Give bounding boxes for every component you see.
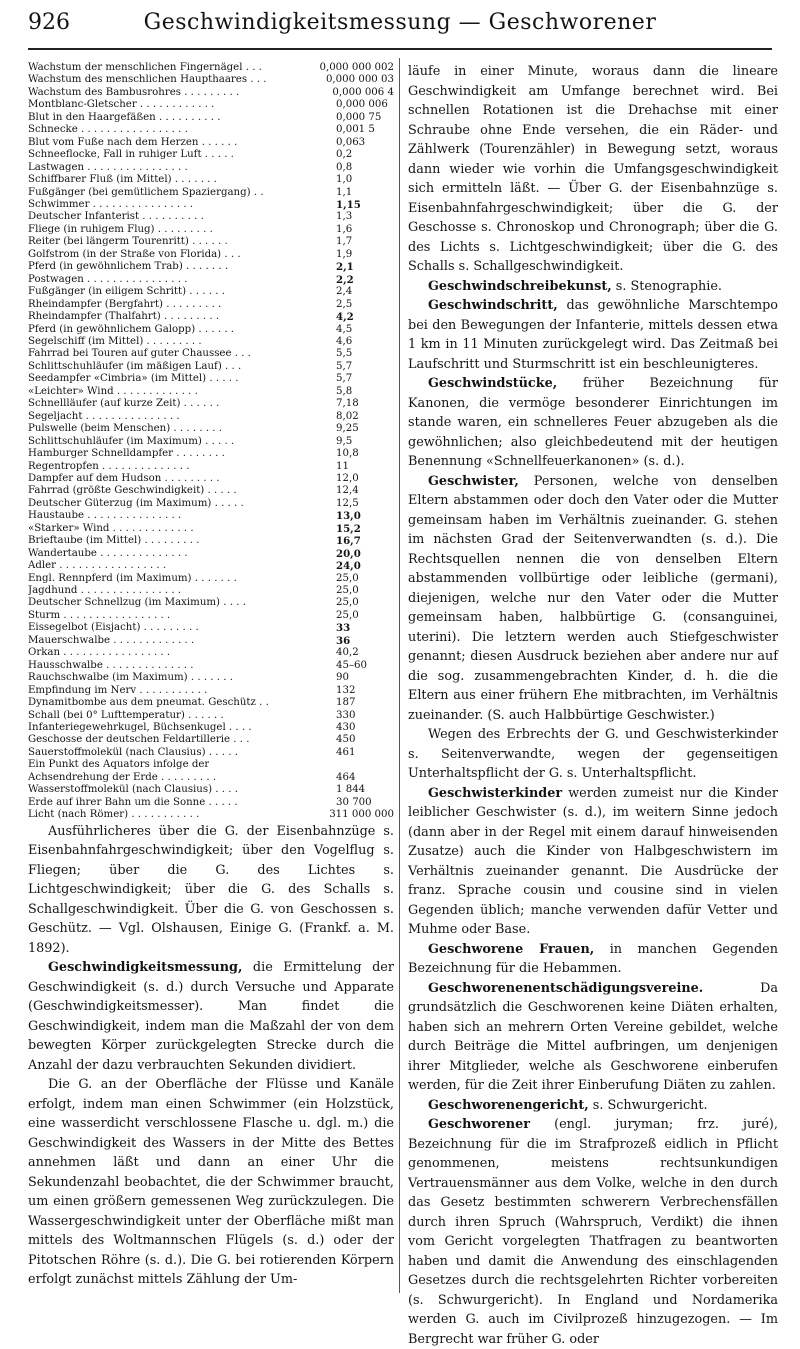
- table-row: [28, 299, 394, 311]
- table-row: [28, 498, 394, 510]
- table-row-label: Schiffbarer Fluß (im Mittel) . . . . . . .: [28, 174, 217, 186]
- table-row-label: Dampfer auf dem Hudson . . . . . . . . .: [28, 472, 220, 484]
- table-row-label: Eissegelbot (Eisjacht) . . . . . . . . .: [28, 622, 199, 634]
- table-row-value: 1,15: [336, 198, 361, 211]
- table-row-label: Fußgänger (bei gemütlichem Spaziergang) . .: [28, 186, 264, 198]
- table-row-label: Geschosse der deutschen Feldartillerie . . .: [28, 734, 250, 746]
- table-row-label: Wachstum des menschlichen Haupthaares . . .: [28, 74, 267, 86]
- table-row-label: Blut in den Haargefäßen . . . . . . . . . .: [28, 111, 221, 123]
- table-row: [28, 622, 394, 634]
- left-column: [28, 62, 394, 1290]
- table-row-label: Fahrrad (größte Geschwindigkeit) . . . . .: [28, 485, 237, 497]
- table-row-label: Deutscher Infanterist . . . . . . . . . .: [28, 211, 204, 223]
- table-row: [28, 436, 394, 448]
- table-row: [28, 187, 394, 199]
- table-row-label: Lastwagen . . . . . . . . . . . . . . . .: [28, 161, 188, 173]
- table-row-label: Pulswelle (beim Menschen) . . . . . . . .: [28, 423, 223, 435]
- table-row-label: Schneeflocke, Fall in ruhiger Luft . . . . .: [28, 149, 234, 161]
- table-row-label: Segelschiff (im Mittel) . . . . . . . . .: [28, 335, 202, 347]
- table-row: [28, 311, 394, 323]
- table-row-label: Fußgänger (in eiligem Schritt) . . . . . .: [28, 286, 225, 298]
- table-row-value: 33: [336, 622, 351, 635]
- table-row-label: Wasserstoffmolekül (nach Clausius) . . . .: [28, 784, 238, 796]
- paragraph: [408, 277, 778, 297]
- entry-text: s. Schwurgericht.: [588, 1097, 708, 1113]
- speed-table: [28, 62, 394, 822]
- table-row-label: Rheindampfer (Bergfahrt) . . . . . . . . .: [28, 298, 222, 310]
- paragraph: [28, 1075, 394, 1290]
- entry-text: Wegen des Erbrechts der G. und Geschwisterkinder s. Seitenverwandte, wegen der gegenseitigen Unterhaltspflicht der G. s. Unterhaltspflicht.: [408, 727, 778, 781]
- table-row-label: Hausschwalbe . . . . . . . . . . . . . .: [28, 659, 194, 671]
- table-row: [28, 734, 394, 746]
- table-row-value: 464: [336, 771, 356, 783]
- table-row: [28, 336, 394, 348]
- table-row-label: Infanteriegewehrkugel, Büchsenkugel . . . .: [28, 722, 252, 734]
- table-row-value: 7,18: [336, 398, 359, 410]
- table-row: [28, 560, 394, 572]
- table-row: [28, 398, 394, 410]
- table-row-value: 5,8: [336, 385, 353, 397]
- table-row-label: Brieftaube (im Mittel) . . . . . . . . .: [28, 535, 200, 547]
- table-row-value: 10,8: [336, 448, 359, 460]
- table-row-value: 90: [336, 672, 349, 684]
- paragraph: [408, 784, 778, 940]
- table-row-label: Golfstrom (in der Straße von Florida) . . .: [28, 248, 241, 260]
- table-row: [28, 747, 394, 759]
- table-row: [28, 162, 394, 174]
- table-row-value: 36: [336, 634, 351, 647]
- table-row-value: 450: [336, 734, 356, 746]
- table-row: [28, 610, 394, 622]
- table-row: [28, 685, 394, 697]
- table-row-label: Reiter (bei längerm Tourenritt) . . . . . .: [28, 236, 228, 248]
- table-row-label: Dynamitbombe aus dem pneumat. Geschütz . .: [28, 697, 269, 709]
- table-row: [28, 249, 394, 261]
- table-row-value: 11: [336, 460, 349, 472]
- entry-text: das gewöhnliche Marschtempo bei den Bewegungen der Infanterie, mittels dessen etwa 1 km in 11 Minuten zurückgelegt wird. Das Zeitmaß bei Laufschritt und Sturmschritt ist ein beschleunigteres.: [408, 298, 778, 372]
- table-row-value: 12,0: [336, 472, 359, 484]
- table-row-value: 132: [336, 684, 356, 696]
- entry-text: s. Stenographie.: [611, 278, 722, 294]
- table-row: [28, 585, 394, 597]
- table-row-label: Orkan . . . . . . . . . . . . . . . . .: [28, 647, 171, 659]
- right-column-text: [408, 62, 778, 1349]
- table-row-value: 13,0: [336, 510, 361, 523]
- entry-headword: Geschworenenentschädigungsvereine.: [428, 980, 704, 996]
- table-row-value: 40,2: [336, 647, 359, 659]
- table-row: [28, 361, 394, 373]
- table-row-value: 1,7: [336, 236, 353, 248]
- table-row: [28, 74, 394, 86]
- table-row-label: Montblanc-Gletscher . . . . . . . . . . . .: [28, 99, 215, 111]
- table-row-value: 25,0: [336, 585, 359, 597]
- entry-headword: Geschwisterkinder: [428, 785, 563, 801]
- table-row-value: 25,0: [336, 609, 359, 621]
- column-divider: [399, 58, 400, 1293]
- table-row-value: 311 000 000: [329, 809, 394, 821]
- table-row: [28, 149, 394, 161]
- table-row: [28, 660, 394, 672]
- table-row-label: Fahrrad bei Touren auf guter Chaussee . . .: [28, 348, 251, 360]
- table-row-value: 45–60: [336, 659, 368, 671]
- running-title: Geschwindigkeitsmessung — Geschworener: [143, 10, 657, 35]
- table-row-label: Regentropfen . . . . . . . . . . . . . .: [28, 460, 190, 472]
- paragraph: [408, 296, 778, 374]
- table-row: [28, 635, 394, 647]
- table-row-label: Empfindung im Nerv . . . . . . . . . . .: [28, 684, 208, 696]
- table-row-value: 0,000 75: [336, 111, 382, 123]
- table-row-label: Blut vom Fuße nach dem Herzen . . . . . .: [28, 136, 238, 148]
- table-row-value: 2,5: [336, 298, 353, 310]
- table-row-label: Schwimmer . . . . . . . . . . . . . . . .: [28, 198, 194, 210]
- table-row-value: 0,2: [336, 149, 353, 161]
- table-row-label: Hamburger Schnelldampfer . . . . . . . .: [28, 448, 225, 460]
- paragraph: [408, 374, 778, 472]
- table-row-label: «Leichter» Wind . . . . . . . . . . . . .: [28, 385, 198, 397]
- table-row: [28, 274, 394, 286]
- table-row: [28, 87, 394, 99]
- header-rule: [28, 48, 772, 50]
- table-row: [28, 411, 394, 423]
- paragraph: [28, 822, 394, 959]
- paragraph: [408, 1115, 778, 1349]
- table-row: [28, 535, 394, 547]
- table-row-value: 4,2: [336, 311, 354, 324]
- table-row-value: 4,5: [336, 323, 353, 335]
- entry-text: Personen, welche von denselben Eltern abstammen oder doch den Vater oder die Mutter gemeinsam haben im Verhältnis zueinander. G. stehen im nächsten Grad der Seitenverwandten (s. d.). Die Rechtsquellen nennen die von denselben Eltern abstammenden vollbürtige oder leibliche (germani), diejenigen, welche nur den Vater oder die Mutter gemeinsam haben, halbbürtige G. (consanguinei, uterini). Die letztern werden auch Stiefgeschwister genannt; diesen Ausdruck beziehen aber andere nur auf die sog. zusammengebrachten Kinder, d. h. die die Eltern aus einer frühern Ehe mitbrachten, im Verhältnis zueinander. (S. auch Halbbürtige Geschwister.): [408, 473, 778, 723]
- table-row-value: 8,02: [336, 410, 359, 422]
- table-row-label: Licht (nach Römer) . . . . . . . . . . .: [28, 809, 200, 821]
- table-row-label: Mauerschwalbe . . . . . . . . . . . . .: [28, 634, 195, 646]
- table-row: [28, 548, 394, 560]
- paragraph: [28, 958, 394, 1075]
- table-row: [28, 597, 394, 609]
- table-row: [28, 485, 394, 497]
- table-row-value: 0,000 006: [336, 99, 388, 111]
- table-row-value: 20,0: [336, 547, 361, 560]
- entry-text: früher Bezeichnung für Kanonen, die vermöge besonderer Einrichtungen im stande waren, ein schnelleres Feuer abzugeben als die gewöhnlichen; also gleichbedeutend mit der heutigen Benennung «Schnellfeuerkanonen» (s. d.).: [408, 376, 778, 469]
- table-row: [28, 759, 394, 771]
- paragraph: [408, 62, 778, 277]
- table-row-value: 0,000 000 03: [325, 74, 394, 86]
- table-row-label: Wachstum der menschlichen Fingernägel . . .: [28, 62, 262, 73]
- table-row-label: Postwagen . . . . . . . . . . . . . . . .: [28, 273, 188, 285]
- entry-text: Da grundsätzlich die Geschworenen keine Diäten erhalten, haben sich an mehrern Orten Vereine gebildet, welche durch Beiträge die Mittel aufbringen, um denjenigen ihrer Mitglieder, welche als Geschworene einberufen werden, für die Zeit ihrer Einberufung Diäten zu zahlen.: [408, 980, 778, 1093]
- table-row-label: Segeljacht . . . . . . . . . . . . . . .: [28, 410, 180, 422]
- table-row-label: Engl. Rennpferd (im Maximum) . . . . . . .: [28, 572, 237, 584]
- table-row-label: Deutscher Schnellzug (im Maximum) . . . .: [28, 597, 246, 609]
- table-row-label: Deutscher Güterzug (im Maximum) . . . . .: [28, 497, 244, 509]
- table-row-value: 0,000 000 002: [319, 62, 394, 73]
- right-column: [408, 62, 778, 1349]
- table-row-value: 330: [336, 709, 356, 721]
- table-row-label: Wachstum des Bambusrohres . . . . . . . . .: [28, 86, 240, 98]
- table-row-value: 15,2: [336, 522, 361, 535]
- table-row-value: 30 700: [336, 796, 372, 808]
- entry-headword: Geschwindschreibekunst,: [428, 278, 612, 294]
- entry-headword: Geschworenengericht,: [428, 1097, 589, 1113]
- paragraph: [408, 1096, 778, 1116]
- table-row-value: 430: [336, 722, 356, 734]
- table-row-value: 25,0: [336, 572, 359, 584]
- table-row: [28, 124, 394, 136]
- table-row: [28, 461, 394, 473]
- table-row: [28, 373, 394, 385]
- table-row: [28, 809, 394, 821]
- table-row: [28, 174, 394, 186]
- table-row-label: Fliege (in ruhigem Flug) . . . . . . . . .: [28, 223, 213, 235]
- table-row: [28, 672, 394, 684]
- table-row-value: 5,7: [336, 373, 353, 385]
- table-row-label: Ein Punkt des Äquators infolge der: [28, 759, 210, 771]
- table-row-value: 1,6: [336, 223, 353, 235]
- page-number: 926: [28, 10, 70, 35]
- table-row: [28, 386, 394, 398]
- table-row: [28, 236, 394, 248]
- table-row-value: 4,6: [336, 335, 353, 347]
- table-row: [28, 137, 394, 149]
- entry-headword: Geschworene Frauen,: [428, 941, 595, 957]
- table-row-label: Achsendrehung der Erde . . . . . . . . .: [28, 771, 217, 783]
- table-row-label: Jagdhund . . . . . . . . . . . . . . . .: [28, 585, 182, 597]
- table-row: [28, 224, 394, 236]
- table-row: [28, 697, 394, 709]
- table-row: [28, 784, 394, 796]
- table-row-value: 24,0: [336, 560, 361, 573]
- paragraph: [408, 725, 778, 784]
- table-row: [28, 99, 394, 111]
- table-row-value: 1 844: [336, 784, 366, 796]
- table-row-label: Schlittschuhläufer (im Maximum) . . . . .: [28, 435, 235, 447]
- table-row-value: 25,0: [336, 597, 359, 609]
- entry-text: in manchen Gegenden Bezeichnung für die Hebammen.: [408, 941, 779, 976]
- table-row-value: 1,9: [336, 248, 353, 260]
- table-row-value: 461: [336, 746, 356, 758]
- table-row-value: 2,1: [336, 261, 354, 274]
- table-row-label: Schnellläufer (auf kurze Zeit) . . . . . .: [28, 398, 220, 410]
- table-row-value: 9,5: [336, 435, 353, 447]
- table-row-label: Erde auf ihrer Bahn um die Sonne . . . . .: [28, 796, 238, 808]
- table-row-label: Haustaube . . . . . . . . . . . . . . .: [28, 510, 182, 522]
- table-row: [28, 348, 394, 360]
- table-row-value: 1,3: [336, 211, 353, 223]
- table-row-value: [332, 759, 394, 771]
- table-row: [28, 62, 394, 74]
- table-row-label: Sturm . . . . . . . . . . . . . . . . .: [28, 609, 171, 621]
- paragraph: [408, 979, 778, 1096]
- table-row-label: Schlittschuhläufer (im mäßigen Lauf) . . .: [28, 360, 242, 372]
- paragraph: [408, 472, 778, 726]
- table-row: [28, 647, 394, 659]
- table-row-value: 1,0: [336, 174, 353, 186]
- table-row-label: Pferd (in gewöhnlichem Trab) . . . . . . .: [28, 261, 229, 273]
- table-row-value: 5,5: [336, 348, 353, 360]
- table-row-value: 5,7: [336, 360, 353, 372]
- table-row-value: 0,000 006 4: [332, 86, 394, 98]
- table-row: [28, 211, 394, 223]
- entry-headword: Geschwister,: [428, 473, 519, 489]
- table-row-label: Wandertaube . . . . . . . . . . . . . .: [28, 547, 188, 559]
- table-row-label: «Starker» Wind . . . . . . . . . . . . .: [28, 522, 194, 534]
- table-row-value: 12,4: [336, 485, 359, 497]
- table-row: [28, 573, 394, 585]
- table-row: [28, 112, 394, 124]
- entry-headword: Geschworener: [428, 1117, 530, 1132]
- left-column-text: [28, 822, 394, 1290]
- table-row: [28, 324, 394, 336]
- table-row-label: Adler . . . . . . . . . . . . . . . . .: [28, 560, 167, 572]
- table-row-label: Schall (bei 0° Lufttemperatur) . . . . . .: [28, 709, 224, 721]
- paragraph: [408, 940, 778, 979]
- entry-text: (engl. juryman; frz. juré), Bezeichnung für die im Strafprozeß eidlich in Pflicht genommenen, meistens rechtsunkundigen Vertrauensmänner aus dem Volke, welche in den durch das Gesetz bestimmten schwerern Verbrechensfällen durch ihren Spruch (Wahrspruch, Verdikt) die ihnen vom Gericht vorgelegten Thatfragen zu beantworten haben und damit die Anwendung des einschlagenden Gesetzes durch die rechtsgelehrten Richter vorbereiten (s. Schwurgericht). In England und Nordamerika werden G. auch im Civilprozeß hinzugezogen. — Im Bergrecht war früher G. oder: [408, 1117, 778, 1347]
- table-row-label: Sauerstoffmolekül (nach Clausius) . . . . .: [28, 746, 238, 758]
- table-row-label: Rheindampfer (Thalfahrt) . . . . . . . . .: [28, 311, 220, 323]
- table-row-value: 0,8: [336, 161, 353, 173]
- table-row: [28, 448, 394, 460]
- table-row-value: 12,5: [336, 497, 359, 509]
- entry-text: Die G. an der Oberfläche der Flüsse und Kanäle erfolgt, indem man einen Schwimmer (ein Holzstück, eine wasserdicht verschlossene Flasche u. dgl. m.) die Geschwindigkeit des Wassers in der Mitte des Bettes annehmen läßt und dann an einer Uhr die Sekundenzahl beobachtet, die der Schwimmer braucht, um einen größern gemessenen Weg zurückzulegen. Die Wassergeschwindigkeit unter der Oberfläche mißt man mittels des Woltmannschen Flügels (s. d.) oder der Pitotschen Röhre (s. d.). Die G. bei rotierenden Körpern erfolgt zunächst mittels Zählung der Um-: [28, 1077, 394, 1288]
- page-header: [28, 10, 772, 50]
- entry-text: Ausführlicheres über die G. der Eisenbahnzüge s. Eisenbahnfahrgeschwindigkeit; über den Vogelflug s. Fliegen; über die G. des Lichtes s. Lichtgeschwindigkeit; über die G. des Schalls s. Schallgeschwindigkeit. Über die G. von Geschossen s. Geschütz. — Vgl. Olshausen, Einige G. (Frankf. a. M. 1892).: [28, 823, 394, 956]
- table-row: [28, 261, 394, 273]
- table-row: [28, 286, 394, 298]
- table-row-value: 2,4: [336, 286, 353, 298]
- table-row-label: Schnecke . . . . . . . . . . . . . . . . .: [28, 124, 188, 136]
- table-row-label: Pferd (in gewöhnlichem Galopp) . . . . . .: [28, 323, 235, 335]
- table-row-value: 0,063: [336, 136, 366, 148]
- table-row-value: 9,25: [336, 423, 359, 435]
- table-row-label: Rauchschwalbe (im Maximum) . . . . . . .: [28, 672, 233, 684]
- entry-headword: Geschwindschritt,: [428, 298, 558, 313]
- entry-text: läufe in einer Minute, woraus dann die lineare Geschwindigkeit am Umfange berechnet wird. Bei schnellen Rotationen ist die Drehachse mit einer Schraube ohne Ende versehen, die ein Räder- und Zählwerk (Tourenzähler) in Bewegung setzt, woraus dann wieder wie vorhin die Umfangsgeschwindigkeit sich ermitteln läßt. — Über G. der Eisenbahnzüge s. Eisenbahnfahrgeschwindigkeit; über die G. der Geschosse s. Chronoskop und Chronograph; über die G. des Lichts s. Lichtgeschwindigkeit; über die G. des Schalls s. Schallgeschwindigkeit.: [408, 64, 778, 274]
- table-row: [28, 199, 394, 211]
- table-row-value: 187: [336, 697, 356, 709]
- table-row: [28, 797, 394, 809]
- table-row: [28, 710, 394, 722]
- table-row: [28, 722, 394, 734]
- table-row-value: 0,001 5: [336, 124, 375, 136]
- table-row: [28, 510, 394, 522]
- entry-headword: Geschwindstücke,: [428, 376, 558, 391]
- table-row-value: 2,2: [336, 273, 354, 286]
- table-row: [28, 423, 394, 435]
- table-row-label: Seedampfer «Cimbria» (im Mittel) . . . . .: [28, 373, 239, 385]
- table-row: [28, 772, 394, 784]
- table-row-value: 16,7: [336, 535, 361, 548]
- table-row-value: 1,1: [336, 186, 353, 198]
- table-row: [28, 523, 394, 535]
- table-row: [28, 473, 394, 485]
- entry-headword: Geschwindigkeitsmessung,: [48, 960, 243, 976]
- entry-text: werden zumeist nur die Kinder leiblicher Geschwister (s. d.), im weitern Sinne jedoch (dann aber in der Regel mit einem darauf hinweisenden Zusatze) auch die Kinder von Halbgeschwistern im Verhältnis zueinander genannt. Die Ausdrücke der franz. Sprache cousin und cousine sind in vielen Gegenden üblich; manche verwenden dafür Vetter und Muhme oder Base.: [408, 785, 778, 937]
- entry-text: die Ermittelung der Geschwindigkeit (s. d.) durch Versuche und Apparate (Geschwindigkeitsmesser). Man findet die Geschwindigkeit, indem man die Maßzahl der von dem bewegten Körper zurückgelegten Strecke durch die Anzahl der dazu verbrauchten Sekunden dividiert.: [28, 960, 394, 1073]
